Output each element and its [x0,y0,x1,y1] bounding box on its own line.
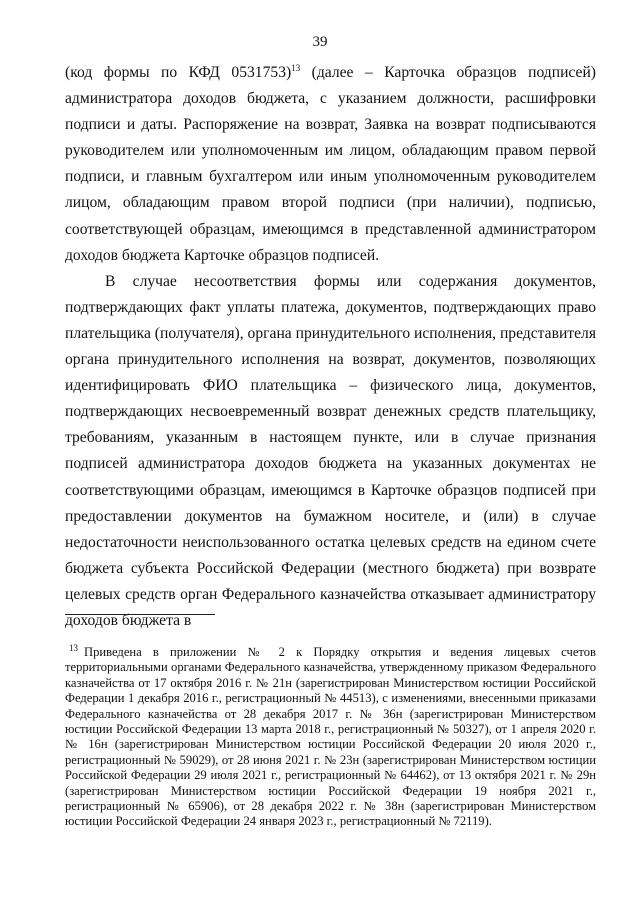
paragraph-1-start: (код формы по КФД 0531753) [65,64,292,81]
page-number: 39 [312,34,328,50]
footnote-reference[interactable]: 13 [291,63,301,73]
footnote-paragraph [65,645,596,830]
paragraph-1-rest: (далее – Карточка образцов подписей) администратора доходов бюджета, с указанием должности, расшифровки подписи и даты. Распоряжение на возврат, Заявка на возврат подписываются руководителем или уполномоченным им лицом, обладающим правом первой подписи, и главным бухгалтером или иным уполномоченным руководителем лицом, обладающим правом второй подписи (при наличии), подписью, соответствующей образцам, имеющимся в представленной администратором доходов бюджета Карточке образцов подписей. [65,64,596,264]
footnote [65,645,596,830]
paragraph-2: В случае несоответствия формы или содержания документов, подтверждающих факт уплаты платежа, документов, подтверждающих право плательщика (получателя), органа принудительного исполнения, представителя органа принудительного исполнения на возврат, документов, позволяющих идентифицировать ФИО плательщика – физического лица, документов, подтверждающих несвоевременный возврат денежных средств плательщику, требованиям, указанным в настоящем пункте, или в случае признания подписей администратора доходов бюджета на указанных документах не соответствующими образцам, имеющимся в Карточке образцов подписей при предоставлении документов на бумажном носителе, и (или) в случае недостаточности неиспользованного остатка целевых средств на едином счете бюджета субъекта Российской Федерации (местного бюджета) при возврате целевых средств орган Федерального казначейства отказывает администратору доходов бюджета в [65,272,596,629]
footnote-text: Приведена в приложении № 2 к Порядку открытия и ведения лицевых счетов территориальными органами Федерального казначейства, утвержденному приказом Федерального казначейства от 17 октября 2016 г. № 21н (зарегистрирован Министерством юстиции Российской Федерации 1 декабря 2016 г., регистрационный № 44513), с изменениями, внесенными приказами Федерального казначейства от 28 декабря 2017 г. № 36н (зарегистрирован Министерством юстиции Российской Федерации 13 марта 2018 г., регистрационный № 50327), от 1 апреля 2020 г. № 16н (зарегистрирован Министерством юстиции Российской Федерации 20 июля 2020 г., регистрационный № 59029), от 28 июня 2021 г. № 23н (зарегистрирован Министерством юстиции Российской Федерации 29 июля 2021 г., регистрационный № 64462), от 13 октября 2021 г. № 29н (зарегистрирован Министерством юстиции Российской Федерации 19 ноября 2021 г., регистрационный № 65906), от 28 декабря 2022 г. № 38н (зарегистрирован Министерством юстиции Российской Федерации 24 января 2023 г., регистрационный № 72119). [65,645,596,829]
footnote-marker: 13 [69,643,78,653]
footnote-separator [65,614,215,615]
paragraph-1 [65,60,596,269]
body-text [65,60,596,634]
